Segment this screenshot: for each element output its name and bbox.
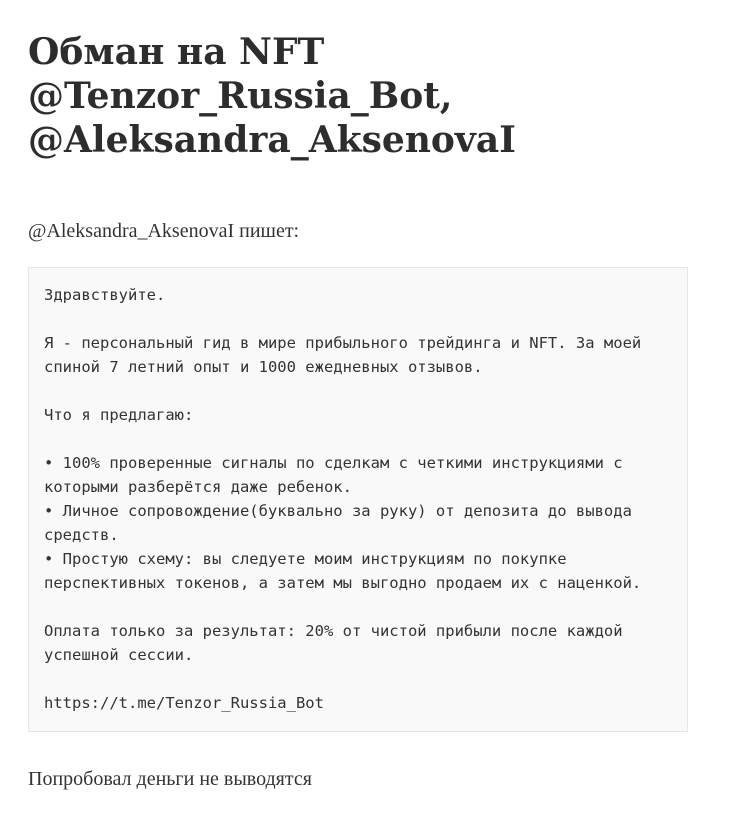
quoted-message: Здравствуйте. Я - персональный гид в мире прибыльного трейдинга и NFT. За моей спиной 7 летний опыт и 1000 ежедневных отзывов. Что я предлагаю: • 100% проверенные сигналы по сделкам с четкими инструкциями с которыми разберётся даже ребенок. • Личное сопровождение(буквально за руку) от депозита до вывода средств. • Простую схему: вы следуете моим инструкциям по покупке перспективных токенов, а затем мы выгодно продаем их с наценкой. Оплата только за результат: 20% от чистой прибыли после каждой успешной сессии. https://t.me/Tenzor_Russia_Bot	[28, 267, 688, 732]
reply-text: Попробовал деньги не выводятся	[28, 768, 312, 790]
article	[28, 0, 688, 791]
author-attribution: @Aleksandra_AksenovaI пишет:	[28, 220, 300, 242]
title-line-2: @Tenzor_Russia_Bot,	[28, 75, 453, 117]
page-title	[28, 0, 688, 162]
title-line-1: Обман на NFT	[28, 31, 325, 73]
title-line-3: @Aleksandra_AksenovaI	[28, 119, 517, 161]
